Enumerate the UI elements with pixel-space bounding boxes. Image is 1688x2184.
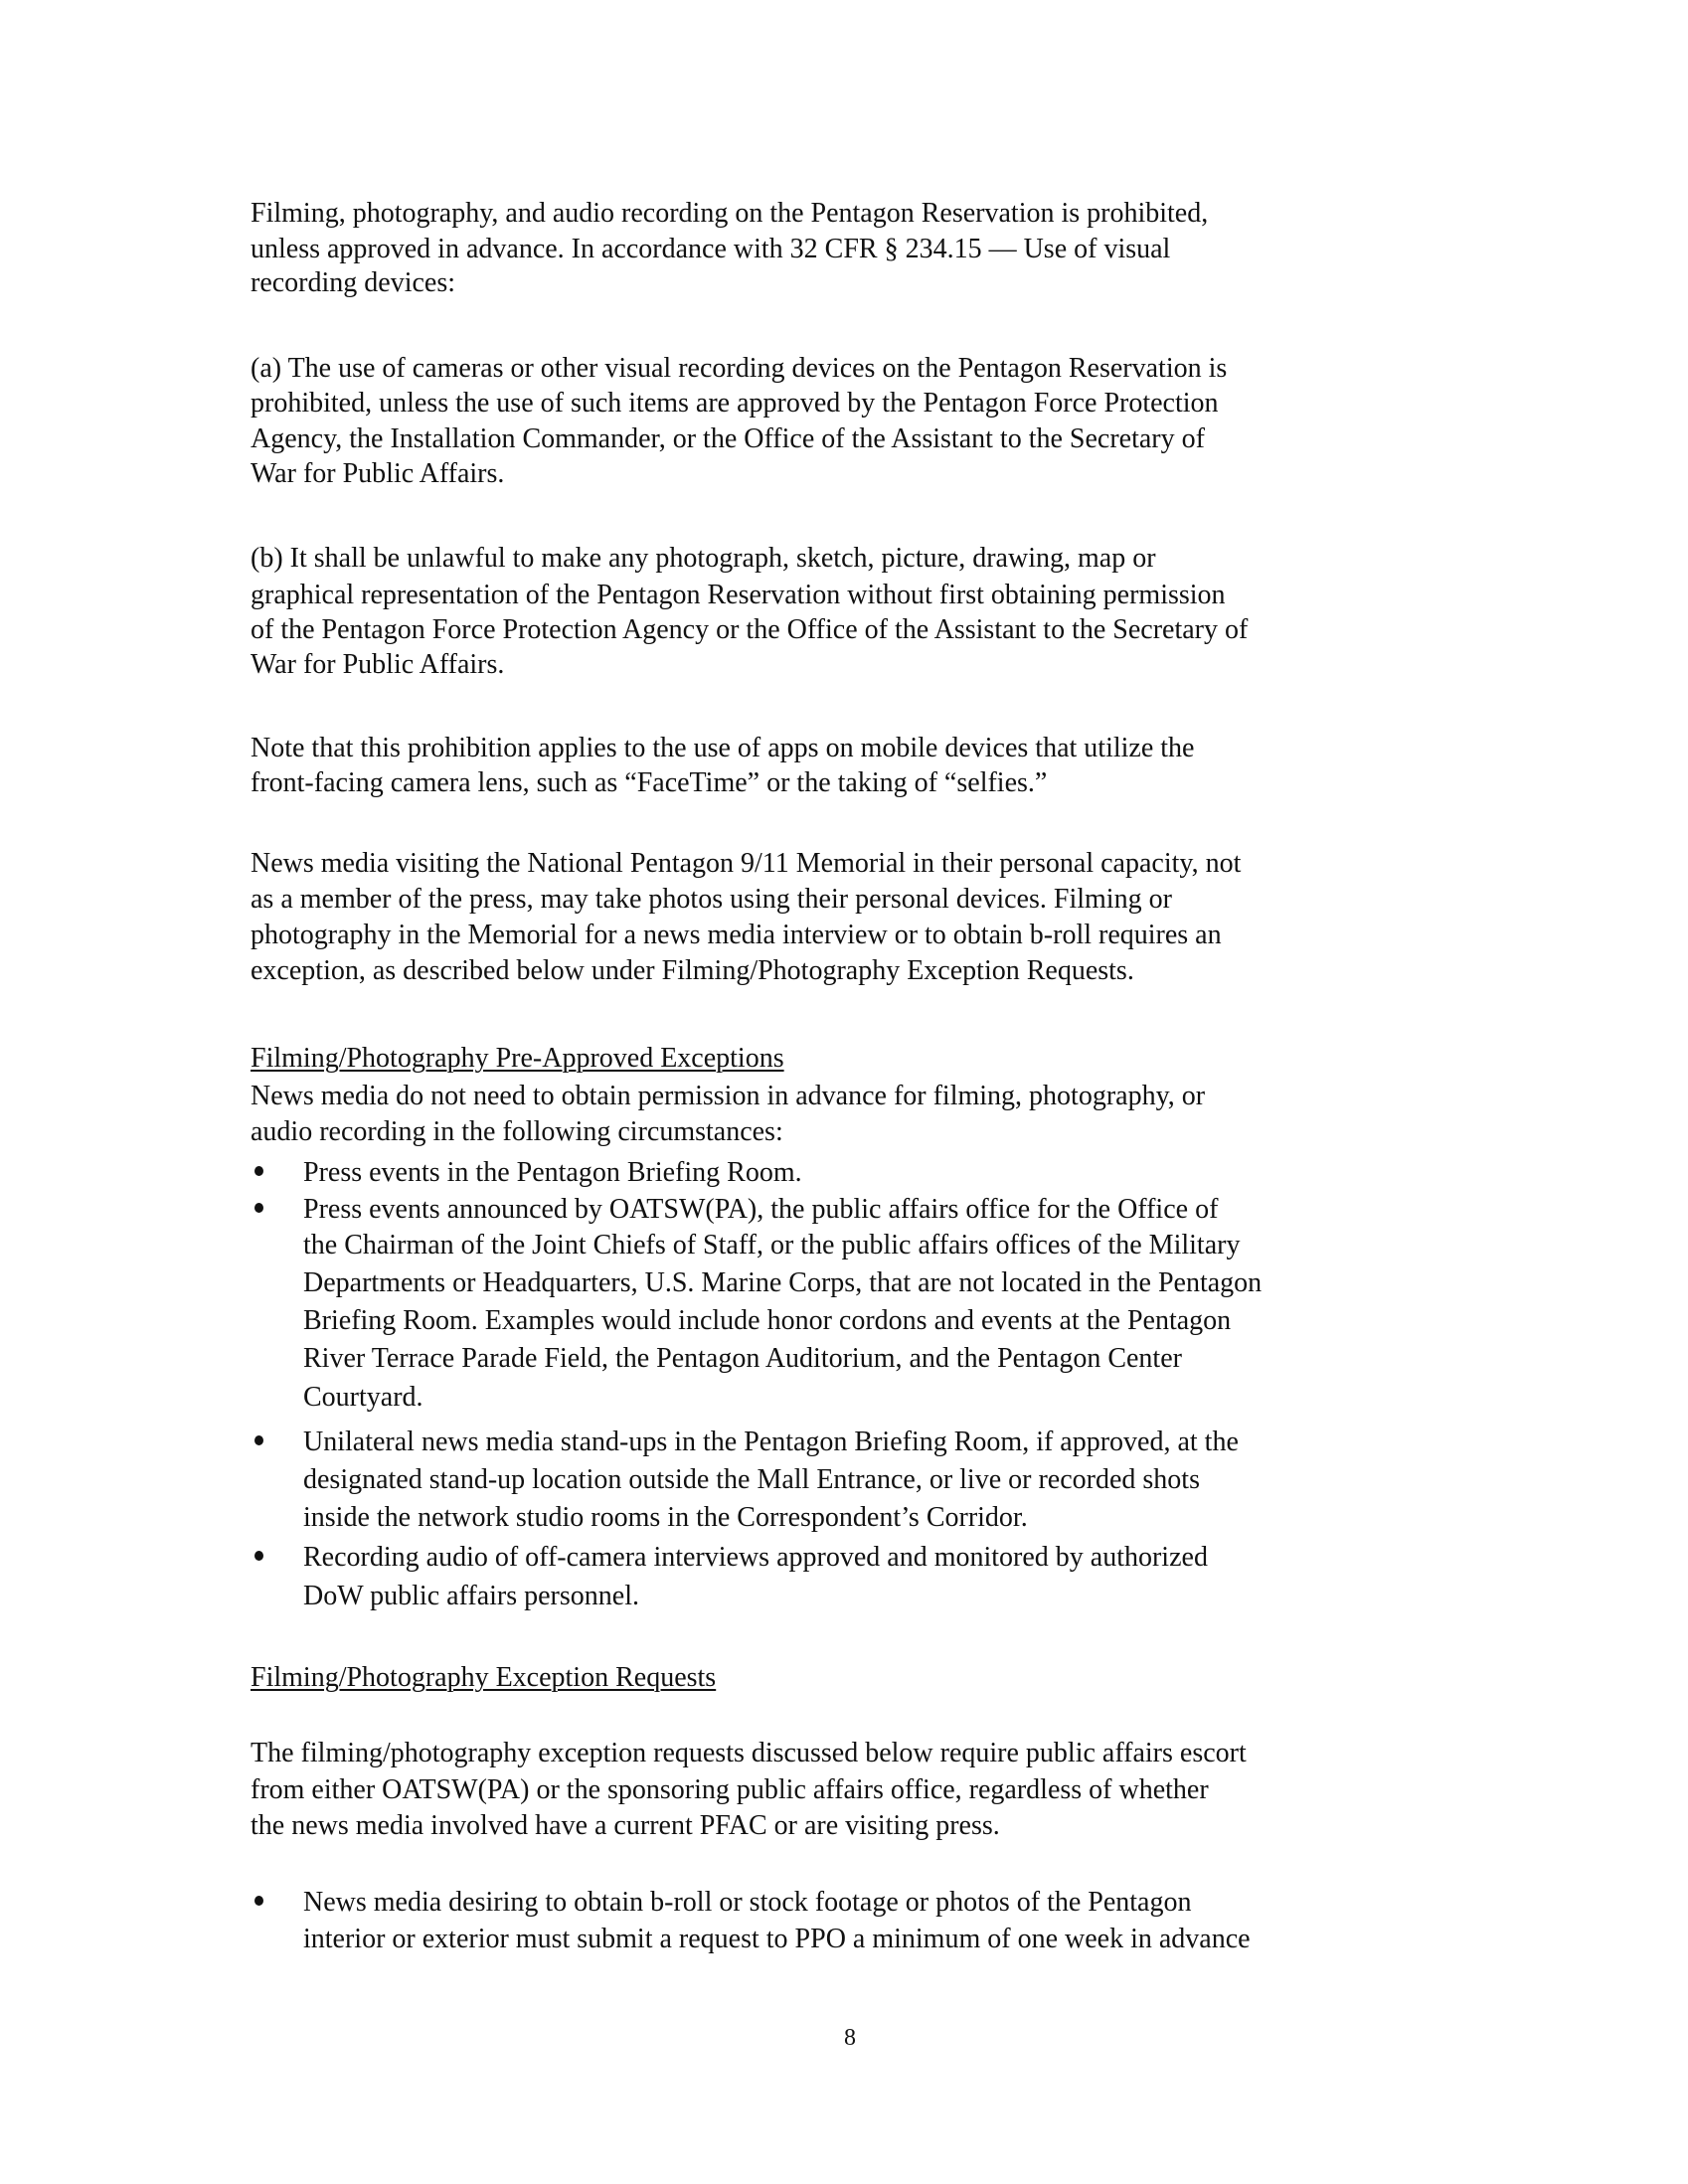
bullet-item-line: designated stand-up location outside the Mall Entrance, or live or recorded shots <box>303 1464 1200 1495</box>
memorial-line: as a member of the press, may take photos using their personal devices. Filming or <box>251 884 1172 915</box>
bullet-icon <box>254 1435 263 1445</box>
para-b-line: War for Public Affairs. <box>251 649 505 680</box>
memorial-line: exception, as described below under Filming/Photography Exception Requests. <box>251 955 1134 986</box>
bullet-icon <box>254 1166 263 1176</box>
memorial-line: photography in the Memorial for a news media interview or to obtain b-roll requires an <box>251 920 1222 950</box>
requests-intro-line: The filming/photography exception requests discussed below require public affairs escort <box>251 1738 1247 1768</box>
intro-line: Filming, photography, and audio recording on the Pentagon Reservation is prohibited, <box>251 198 1209 229</box>
para-b-line: (b) It shall be unlawful to make any photograph, sketch, picture, drawing, map or <box>251 543 1156 574</box>
bullet-item-line: interior or exterior must submit a request to PPO a minimum of one week in advance <box>303 1924 1251 1954</box>
bullet-item-line: Unilateral news media stand-ups in the Pentagon Briefing Room, if approved, at the <box>303 1427 1239 1457</box>
bullet-item-line: Courtyard. <box>303 1382 423 1413</box>
note-line: front-facing camera lens, such as “FaceTime” or the taking of “selfies.” <box>251 767 1048 798</box>
page-number: 8 <box>844 2025 856 2051</box>
intro-line: recording devices: <box>251 267 456 298</box>
intro-line: unless approved in advance. In accordance with 32 CFR § 234.15 — Use of visual <box>251 234 1171 264</box>
bullet-item-line: News media desiring to obtain b-roll or stock footage or photos of the Pentagon <box>303 1887 1192 1918</box>
bullet-item-line: Departments or Headquarters, U.S. Marine Corps, that are not located in the Pentagon <box>303 1267 1263 1298</box>
bullet-icon <box>254 1896 263 1906</box>
section-heading-requests: Filming/Photography Exception Requests <box>251 1662 717 1693</box>
bullet-item-line: the Chairman of the Joint Chiefs of Staff, or the public affairs offices of the Military <box>303 1230 1241 1260</box>
memorial-line: News media visiting the National Pentagon 9/11 Memorial in their personal capacity, not <box>251 848 1242 879</box>
section-heading-preapproved: Filming/Photography Pre-Approved Exceptions <box>251 1043 784 1074</box>
bullet-item-line: Press events in the Pentagon Briefing Room. <box>303 1157 802 1188</box>
preapproved-intro-line: News media do not need to obtain permission in advance for filming, photography, or <box>251 1081 1206 1111</box>
para-b-line: of the Pentagon Force Protection Agency or the Office of the Assistant to the Secretary of <box>251 614 1249 645</box>
preapproved-intro-line: audio recording in the following circumstances: <box>251 1116 783 1147</box>
bullet-item-line: Recording audio of off-camera interviews approved and monitored by authorized <box>303 1542 1208 1573</box>
note-line: Note that this prohibition applies to the use of apps on mobile devices that utilize the <box>251 733 1195 763</box>
requests-intro-line: the news media involved have a current PFAC or are visiting press. <box>251 1810 1000 1841</box>
para-a-line: Agency, the Installation Commander, or the Office of the Assistant to the Secretary of <box>251 423 1205 454</box>
para-a-line: (a) The use of cameras or other visual recording devices on the Pentagon Reservation is <box>251 353 1228 384</box>
requests-intro-line: from either OATSW(PA) or the sponsoring public affairs office, regardless of whether <box>251 1774 1209 1805</box>
para-a-line: War for Public Affairs. <box>251 458 505 489</box>
bullet-item-line: Briefing Room. Examples would include honor cordons and events at the Pentagon <box>303 1305 1232 1336</box>
bullet-icon <box>254 1551 263 1561</box>
bullet-item-line: DoW public affairs personnel. <box>303 1581 639 1611</box>
bullet-item-line: River Terrace Parade Field, the Pentagon Auditorium, and the Pentagon Center <box>303 1343 1182 1374</box>
bullet-item-line: inside the network studio rooms in the Correspondent’s Corridor. <box>303 1502 1028 1533</box>
bullet-icon <box>254 1203 263 1213</box>
para-a-line: prohibited, unless the use of such items are approved by the Pentagon Force Protection <box>251 388 1219 419</box>
bullet-item-line: Press events announced by OATSW(PA), the public affairs office for the Office of <box>303 1194 1219 1225</box>
para-b-line: graphical representation of the Pentagon Reservation without first obtaining permission <box>251 580 1226 610</box>
